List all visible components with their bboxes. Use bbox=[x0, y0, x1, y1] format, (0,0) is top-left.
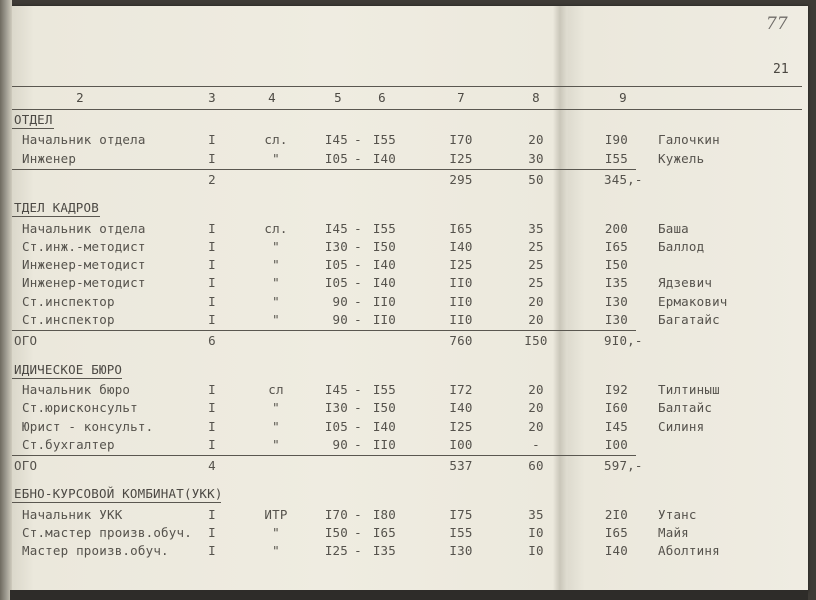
row-total: I30 bbox=[604, 293, 628, 309]
section-total-label: ОГО bbox=[14, 458, 38, 474]
row-category: " bbox=[272, 400, 280, 416]
row-rate-to: I40 bbox=[372, 150, 396, 166]
section-total-salary: 537 bbox=[449, 458, 473, 474]
row-person: Аболтиня bbox=[658, 543, 720, 559]
row-rate-dash: - bbox=[354, 312, 362, 327]
row-person: Утанс bbox=[658, 506, 697, 522]
row-rate-from: I05 bbox=[324, 275, 348, 291]
row-category: сл. bbox=[264, 132, 288, 148]
row-category: сл bbox=[268, 381, 284, 397]
row-total: 200 bbox=[604, 220, 628, 236]
row-rate-to: I50 bbox=[372, 400, 396, 416]
row-qty: I bbox=[208, 506, 216, 522]
row-rate-from: I25 bbox=[324, 543, 348, 559]
row-rate-to: I35 bbox=[372, 543, 396, 559]
row-total: I45 bbox=[604, 418, 628, 434]
row-bonus: - bbox=[532, 436, 540, 452]
row-rate-to: I65 bbox=[372, 525, 396, 540]
row-salary: I72 bbox=[449, 381, 473, 397]
row-bonus: I0 bbox=[528, 543, 544, 559]
row-rate-from: I05 bbox=[324, 257, 348, 273]
section-total-sum: 597,- bbox=[604, 458, 643, 474]
section-total-bonus: I50 bbox=[524, 333, 548, 349]
row-salary: I40 bbox=[449, 400, 473, 416]
row-total: I35 bbox=[604, 275, 628, 291]
row-category: " bbox=[272, 312, 280, 327]
row-qty: I bbox=[208, 436, 216, 452]
section-title: ОТДЕЛ bbox=[14, 112, 53, 127]
row-total: I00 bbox=[604, 436, 628, 452]
row-name: Инженер-методист bbox=[22, 257, 146, 273]
row-rate-dash: - bbox=[354, 293, 362, 309]
column-header-8: 8 bbox=[532, 90, 540, 105]
row-name: Ст.бухгалтер bbox=[22, 436, 115, 452]
row-rate-to: I55 bbox=[372, 381, 396, 397]
row-bonus: 25 bbox=[528, 275, 544, 291]
section-title-underline bbox=[12, 216, 100, 217]
row-qty: I bbox=[208, 381, 216, 397]
row-category: " bbox=[272, 275, 280, 291]
row-qty: I bbox=[208, 400, 216, 416]
section-total-bonus: 50 bbox=[528, 171, 544, 187]
row-rate-from: I45 bbox=[324, 132, 348, 148]
row-rate-from: I70 bbox=[324, 506, 348, 522]
row-bonus: 35 bbox=[528, 506, 544, 522]
row-rate-to: I80 bbox=[372, 506, 396, 522]
row-salary: II0 bbox=[449, 312, 473, 327]
section-total-qty: 2 bbox=[208, 171, 216, 187]
row-rate-dash: - bbox=[354, 220, 362, 236]
row-rate-to: II0 bbox=[372, 312, 396, 327]
row-rate-dash: - bbox=[354, 132, 362, 148]
row-person: Кужель bbox=[658, 150, 705, 166]
row-salary: I25 bbox=[449, 257, 473, 273]
row-salary: I65 bbox=[449, 220, 473, 236]
handwritten-page-number: 77 bbox=[766, 14, 788, 34]
row-rate-dash: - bbox=[354, 418, 362, 434]
row-rate-to: I55 bbox=[372, 220, 396, 236]
row-salary: I30 bbox=[449, 543, 473, 559]
row-name: Ст.юрисконсульт bbox=[22, 400, 138, 416]
row-salary: I25 bbox=[449, 418, 473, 434]
row-total: I92 bbox=[604, 381, 628, 397]
row-category: ИТР bbox=[264, 506, 288, 522]
page-number: 21 bbox=[773, 62, 789, 77]
row-salary: II0 bbox=[449, 275, 473, 291]
row-qty: I bbox=[208, 543, 216, 559]
row-total: I50 bbox=[604, 257, 628, 273]
row-qty: I bbox=[208, 275, 216, 291]
column-header-5: 5 bbox=[334, 90, 342, 105]
section-title: ТДЕЛ КАДРОВ bbox=[14, 200, 99, 216]
row-name: Ст.инспектор bbox=[22, 312, 115, 327]
row-qty: I bbox=[208, 132, 216, 148]
section-total-qty: 6 bbox=[208, 333, 216, 349]
row-name: Инженер bbox=[22, 150, 77, 166]
column-header-6: 6 bbox=[378, 90, 386, 105]
row-person: Майя bbox=[658, 525, 689, 540]
row-rate-dash: - bbox=[354, 238, 362, 254]
row-person: Багатайс bbox=[658, 312, 720, 327]
row-qty: I bbox=[208, 312, 216, 327]
row-rate-to: I40 bbox=[372, 275, 396, 291]
row-person: Ермакович bbox=[658, 293, 728, 309]
row-rate-to: II0 bbox=[372, 436, 396, 452]
row-person: Тилтиныш bbox=[658, 381, 720, 397]
section-total-salary: 760 bbox=[449, 333, 473, 349]
row-total: I90 bbox=[604, 132, 628, 148]
row-name: Инженер-методист bbox=[22, 275, 146, 291]
section-total-rule bbox=[12, 455, 636, 456]
row-salary: I75 bbox=[449, 506, 473, 522]
row-rate-dash: - bbox=[354, 150, 362, 166]
row-salary: I70 bbox=[449, 132, 473, 148]
row-bonus: 30 bbox=[528, 150, 544, 166]
row-rate-from: 90 bbox=[332, 293, 348, 309]
row-qty: I bbox=[208, 525, 216, 540]
header-top-rule bbox=[12, 86, 802, 87]
section-title-underline bbox=[12, 502, 221, 503]
row-rate-dash: - bbox=[354, 381, 362, 397]
row-category: сл. bbox=[264, 220, 288, 236]
row-category: " bbox=[272, 150, 280, 166]
column-header-3: 3 bbox=[208, 90, 216, 105]
row-rate-from: 90 bbox=[332, 436, 348, 452]
row-rate-from: I05 bbox=[324, 418, 348, 434]
row-name: Юрист - консульт. bbox=[22, 418, 154, 434]
row-category: " bbox=[272, 257, 280, 273]
row-qty: I bbox=[208, 220, 216, 236]
row-qty: I bbox=[208, 238, 216, 254]
row-category: " bbox=[272, 525, 280, 540]
column-header-2: 2 bbox=[76, 90, 84, 105]
row-qty: I bbox=[208, 418, 216, 434]
section-total-sum: 9I0,- bbox=[604, 333, 643, 349]
section-total-qty: 4 bbox=[208, 458, 216, 474]
row-rate-dash: - bbox=[354, 506, 362, 522]
row-person: Галочкин bbox=[658, 132, 720, 148]
row-bonus: 25 bbox=[528, 257, 544, 273]
row-bonus: 20 bbox=[528, 312, 544, 327]
row-salary: II0 bbox=[449, 293, 473, 309]
row-category: " bbox=[272, 238, 280, 254]
row-salary: I00 bbox=[449, 436, 473, 452]
row-bonus: 35 bbox=[528, 220, 544, 236]
section-total-rule bbox=[12, 169, 636, 170]
row-person: Силиня bbox=[658, 418, 705, 434]
row-rate-from: I50 bbox=[324, 525, 348, 540]
row-rate-from: I05 bbox=[324, 150, 348, 166]
row-rate-dash: - bbox=[354, 543, 362, 559]
row-total: I55 bbox=[604, 150, 628, 166]
row-total: I65 bbox=[604, 238, 628, 254]
row-rate-from: I30 bbox=[324, 238, 348, 254]
row-salary: I55 bbox=[449, 525, 473, 540]
row-category: " bbox=[272, 436, 280, 452]
row-salary: I25 bbox=[449, 150, 473, 166]
row-rate-from: I45 bbox=[324, 220, 348, 236]
row-qty: I bbox=[208, 150, 216, 166]
section-title: ИДИЧЕСКОЕ БЮРО bbox=[14, 361, 123, 377]
row-rate-to: I55 bbox=[372, 132, 396, 148]
header-bottom-rule bbox=[12, 109, 802, 110]
section-title-underline bbox=[12, 128, 54, 129]
row-bonus: 20 bbox=[528, 381, 544, 397]
row-rate-dash: - bbox=[354, 525, 362, 540]
row-total: I60 bbox=[604, 400, 628, 416]
row-total: I30 bbox=[604, 312, 628, 327]
row-bonus: 20 bbox=[528, 293, 544, 309]
row-rate-to: I40 bbox=[372, 257, 396, 273]
column-header-7: 7 bbox=[457, 90, 465, 105]
row-total: 2I0 bbox=[604, 506, 628, 522]
row-rate-to: I40 bbox=[372, 418, 396, 434]
section-title: ЕБНО-КУРСОВОЙ КОМБИНАТ(УКК) bbox=[14, 486, 223, 502]
row-qty: I bbox=[208, 293, 216, 309]
row-name: Ст.инспектор bbox=[22, 293, 115, 309]
row-rate-dash: - bbox=[354, 275, 362, 291]
row-rate-from: I45 bbox=[324, 381, 348, 397]
row-rate-from: 90 bbox=[332, 312, 348, 327]
row-rate-dash: - bbox=[354, 400, 362, 416]
row-name: Мастер произв.обуч. bbox=[22, 543, 169, 559]
section-title-underline bbox=[12, 378, 122, 379]
row-person: Баша bbox=[658, 220, 689, 236]
row-bonus: 20 bbox=[528, 418, 544, 434]
column-header-4: 4 bbox=[268, 90, 276, 105]
section-total-rule bbox=[12, 330, 636, 331]
page-fold bbox=[553, 6, 567, 592]
row-total: I65 bbox=[604, 525, 628, 540]
row-person: Балтайс bbox=[658, 400, 713, 416]
row-name: Начальник отдела bbox=[22, 220, 146, 236]
section-total-sum: 345,- bbox=[604, 171, 643, 187]
row-person: Ядзевич bbox=[658, 275, 713, 291]
row-bonus: 20 bbox=[528, 400, 544, 416]
section-total-label: ОГО bbox=[14, 333, 38, 349]
row-rate-from: I30 bbox=[324, 400, 348, 416]
page-bottom-edge bbox=[10, 590, 808, 600]
section-total-bonus: 60 bbox=[528, 458, 544, 474]
row-bonus: 25 bbox=[528, 238, 544, 254]
row-category: " bbox=[272, 293, 280, 309]
row-rate-dash: - bbox=[354, 436, 362, 452]
row-bonus: 20 bbox=[528, 132, 544, 148]
row-name: Начальник УКК bbox=[22, 506, 123, 522]
row-name: Начальник отдела bbox=[22, 132, 146, 148]
row-category: " bbox=[272, 418, 280, 434]
row-person: Баллод bbox=[658, 238, 705, 254]
row-total: I40 bbox=[604, 543, 628, 559]
row-rate-dash: - bbox=[354, 257, 362, 273]
row-rate-to: I50 bbox=[372, 238, 396, 254]
row-name: Начальник бюро bbox=[22, 381, 131, 397]
row-name: Ст.инж.-методист bbox=[22, 238, 146, 254]
row-salary: I40 bbox=[449, 238, 473, 254]
row-qty: I bbox=[208, 257, 216, 273]
row-rate-to: II0 bbox=[372, 293, 396, 309]
row-category: " bbox=[272, 543, 280, 559]
binder-spine bbox=[0, 0, 12, 600]
section-total-salary: 295 bbox=[449, 171, 473, 187]
row-bonus: I0 bbox=[528, 525, 544, 540]
row-name: Ст.мастер произв.обуч. bbox=[22, 525, 192, 540]
column-header-9: 9 bbox=[619, 90, 627, 105]
